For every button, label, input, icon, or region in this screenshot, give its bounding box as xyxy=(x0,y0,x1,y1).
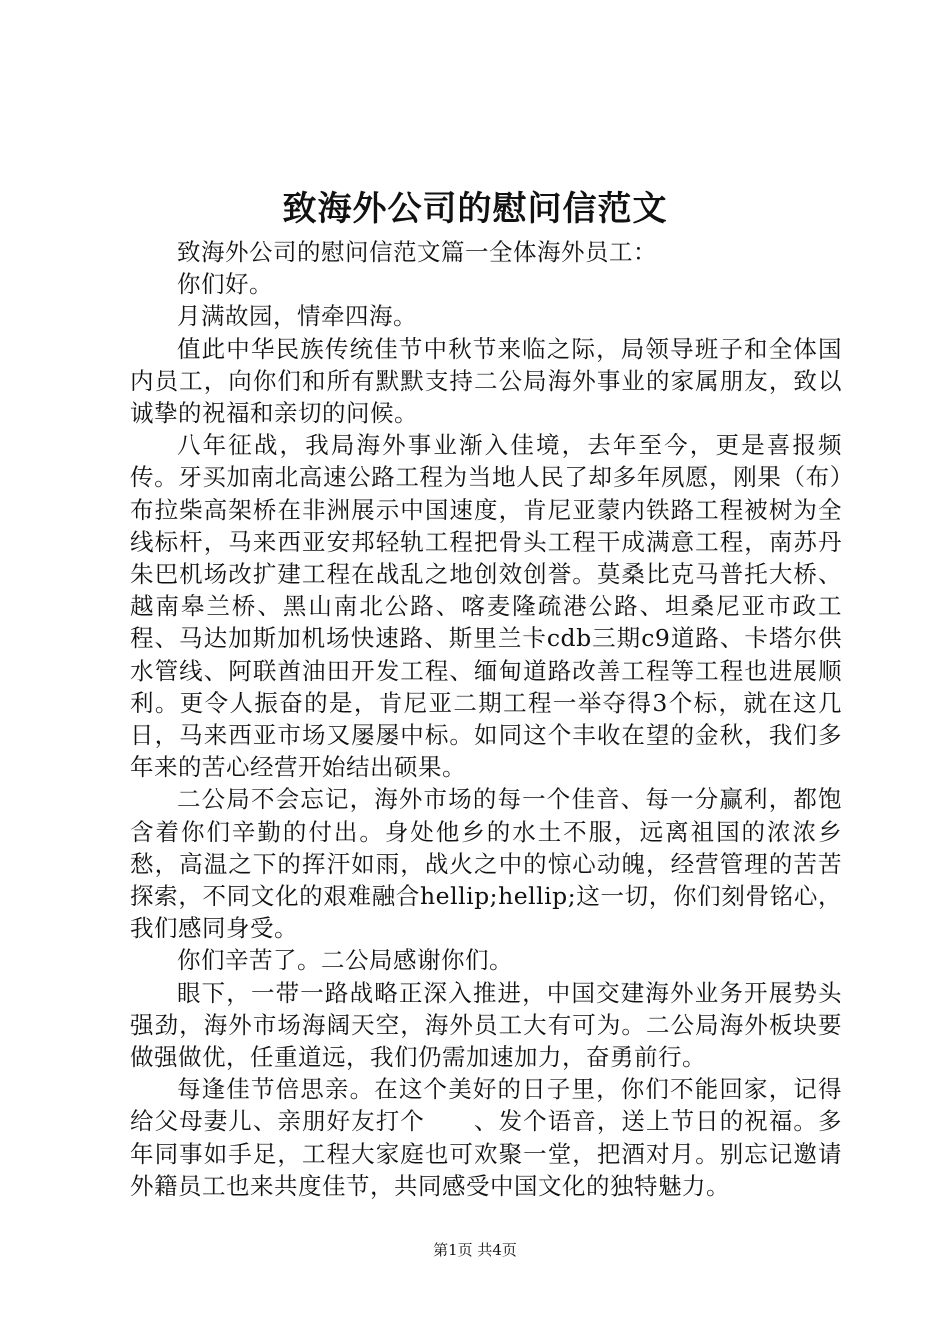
paragraph-salutation: 致海外公司的慰问信范文篇一全体海外员工： xyxy=(177,238,657,266)
paragraph-moon: 月满故园，情牵四海。 xyxy=(177,302,417,331)
paragraph-holiday: 每逢佳节倍思亲。在这个美好的日子里，你们不能回家，记得给父母妻儿、亲朋好友打个 、发个语音，送上节日的祝福。多年同事如手足，工程大家庭也可欢聚一堂，把酒对月。别忘记邀请外籍员工也来共度佳节，共同感受中国文化的独特魅力。 xyxy=(130,1075,842,1200)
document-body xyxy=(130,236,842,1202)
page-number-footer: 第1页 共4页 xyxy=(433,1241,517,1259)
paragraph-outlook: 眼下，一带一路战略正深入推进，中国交建海外业务开展势头强劲，海外市场海阔天空，海外员工大有可为。二公局海外板块要做强做优，任重道远，我们仍需加速加力，奋勇前行。 xyxy=(130,978,842,1072)
paragraph-achievements: 八年征战，我局海外事业渐入佳境，去年至今，更是喜报频传。牙买加南北高速公路工程为当地人民了却多年夙愿，刚果（布）布拉柴高架桥在非洲展示中国速度，肯尼亚蒙内铁路工程被树为全线标杆，马来西亚安邦轻轨工程把骨头工程干成满意工程，南苏丹朱巴机场改扩建工程在战乱之地创效创誉。莫桑比克马普托大桥、越南皋兰桥、黑山南北公路、喀麦隆疏港公路、坦桑尼亚市政工程、马达加斯加机场快速路、斯里兰卡cdb三期c9道路、卡塔尔供水管线、阿联酋油田开发工程、缅甸道路改善工程等工程也进展顺利。更令人振奋的是，肯尼亚二期工程一举夺得3个标，就在这几日，马来西亚市场又屡屡中标。如同这个丰收在望的金秋，我们多年来的苦心经营开始结出硕果。 xyxy=(130,431,842,782)
paragraph-thanks: 你们辛苦了。二公局感谢你们。 xyxy=(177,946,513,975)
paragraph-festival: 值此中华民族传统佳节中秋节来临之际，局领导班子和全体国内员工，向你们和所有默默支持二公局海外事业的家属朋友，致以诚挚的祝福和亲切的问候。 xyxy=(130,334,842,428)
paragraph-gratitude: 二公局不会忘记，海外市场的每一个佳音、每一分赢利，都饱含着你们辛勤的付出。身处他乡的水土不服，远离祖国的浓浓乡愁，高温之下的挥汗如雨，战火之中的惊心动魄，经营管理的苦苦探索，不同文化的艰难融合hellip;hellip;这一切，你们刻骨铭心，我们感同身受。 xyxy=(130,785,842,943)
document-title: 致海外公司的慰问信范文 xyxy=(282,189,668,229)
paragraph-greeting: 你们好。 xyxy=(177,270,273,299)
